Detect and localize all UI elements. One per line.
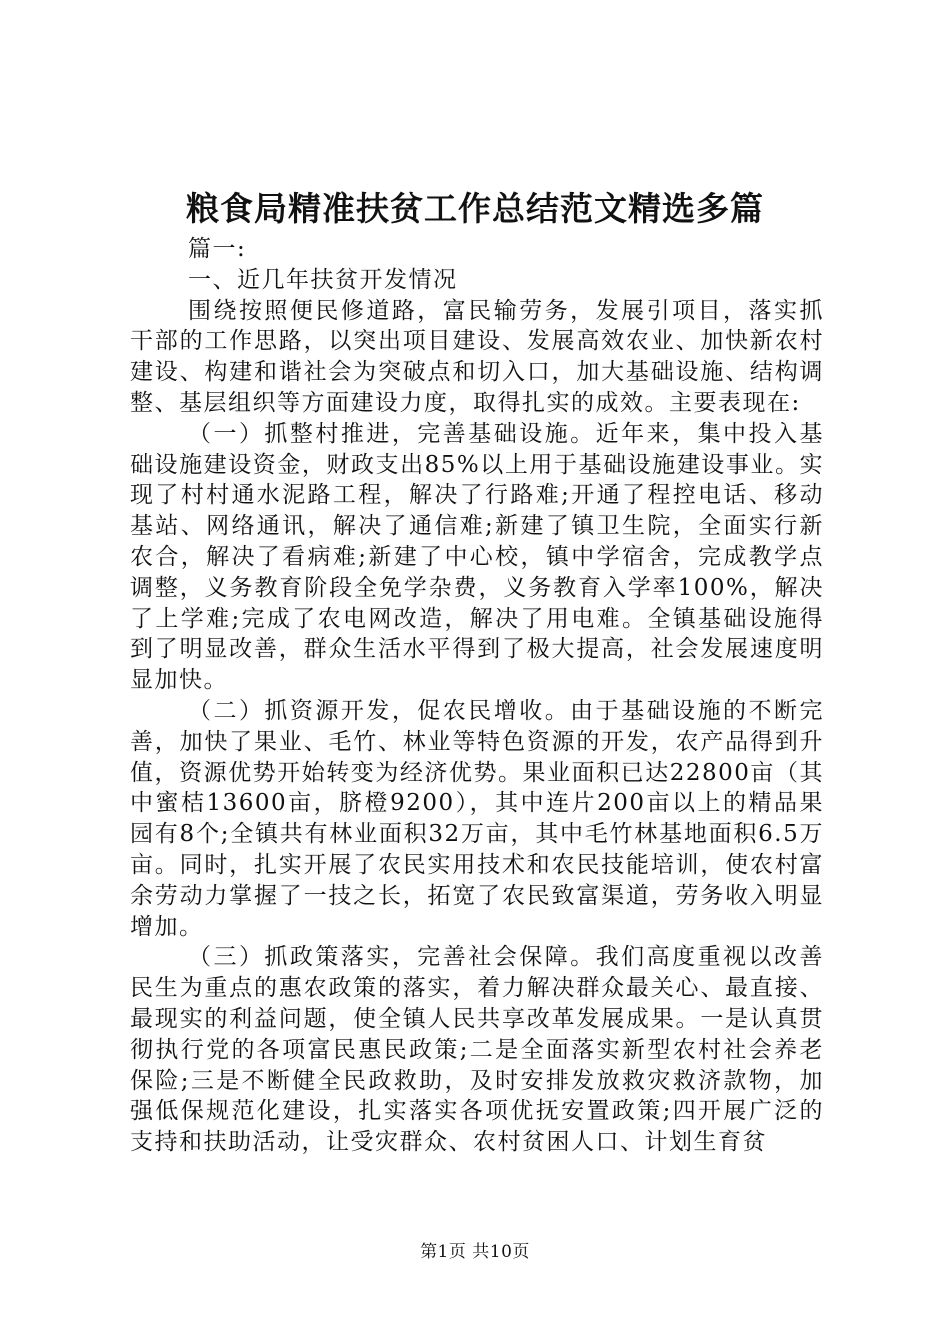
document-body [130, 234, 824, 1158]
body-paragraph: （二）抓资源开发，促农民增收。由于基础设施的不断完善，加快了果业、毛竹、林业等特色资源的开发，农产品得到升值，资源优势开始转变为经济优势。果业面积已达22800亩（其中蜜桔13600亩，脐橙9200），其中连片200亩以上的精品果园有8个;全镇共有林业面积32万亩，其中毛竹林基地面积6.5万亩。同时，扎实开展了农民实用技术和农民技能培训，使农村富余劳动力掌握了一技之长，拓宽了农民致富渠道，劳务收入明显增加。 [130, 697, 824, 940]
section-heading: 一、近几年扶贫开发情况 [188, 266, 458, 293]
body-paragraph: （三）抓政策落实，完善社会保障。我们高度重视以改善民生为重点的惠农政策的落实，着力解决群众最关心、最直接、最现实的利益问题，使全镇人民共享改革发展成果。一是认真贯彻执行党的各项富民惠民政策;二是全面落实新型农村社会养老保险;三是不断健全民政救助，及时安排发放救灾救济款物，加强低保规范化建设，扎实落实各项优抚安置政策;四开展广泛的支持和扶助活动，让受灾群众、农村贫困人口、计划生育贫 [130, 944, 824, 1156]
body-paragraph: （一）抓整村推进，完善基础设施。近年来，集中投入基础设施建设资金，财政支出85%以上用于基础设施建设事业。实现了村村通水泥路工程，解决了行路难;开通了程控电话、移动基站、网络通讯，解决了通信难;新建了镇卫生院，全面实行新农合，解决了看病难;新建了中心校，镇中学宿舍，完成教学点调整，义务教育阶段全免学杂费，义务教育入学率100%，解决了上学难;完成了农电网改造，解决了用电难。全镇基础设施得到了明显改善，群众生活水平得到了极大提高，社会发展速度明显加快。 [130, 420, 824, 694]
section-label: 篇一: [188, 236, 247, 262]
body-paragraph: 围绕按照便民修道路，富民输劳务，发展引项目，落实抓干部的工作思路，以突出项目建设、发展高效农业、加快新农村建设、构建和谐社会为突破点和切入口，加大基础设施、结构调整、基层组织等方面建设力度，取得扎实的成效。主要表现在: [130, 297, 824, 416]
document-title: 粮食局精准扶贫工作总结范文精选多篇 [186, 189, 764, 228]
page-footer: 第1页 共10页 [420, 1242, 530, 1262]
